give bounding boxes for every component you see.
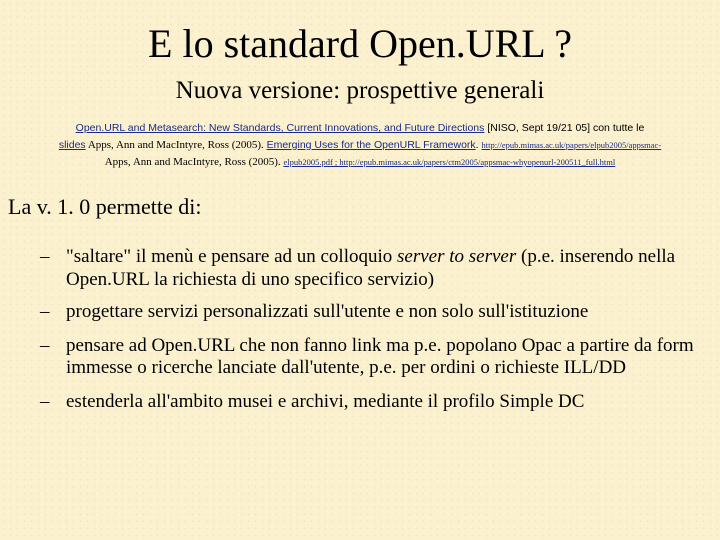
niso-date-text: [NISO, Sept 19/21 05] con tutte le — [484, 122, 645, 134]
references-block — [24, 120, 696, 171]
slide-title: E lo standard Open.URL ? — [148, 21, 572, 66]
dash-bullet: – — [40, 334, 50, 356]
dash-bullet: – — [40, 390, 50, 412]
ref-authors-text-2: Apps, Ann and MacIntyre, Ross (2005). — [104, 156, 284, 168]
elpub-url-link[interactable]: http://epub.mimas.ac.uk/papers/elpub2005/appsmac- — [481, 140, 662, 150]
list-item-text: estenderla all'ambito musei e archivi, mediante il profilo Simple DC — [66, 390, 585, 412]
niso-link[interactable]: Open.URL and Metasearch: New Standards, Current Innovations, and Future Directions — [75, 122, 485, 134]
list-item — [0, 335, 700, 380]
list-item-text: (p.e. inserendo nella Open.URL la richiesta di uno specifico servizio) — [66, 246, 676, 290]
bullet-list — [0, 246, 700, 423]
list-item — [0, 246, 700, 291]
ctm-url-link[interactable]: elpub2005.pdf ; http://epub.mimas.ac.uk/papers/ctm2005/appsmac-whyopenurl-200511_full.html — [283, 157, 616, 167]
ref-authors-text: Apps, Ann and MacIntyre, Ross (2005). — [85, 139, 267, 151]
list-item-emphasis: server to server — [397, 246, 517, 267]
slide-subtitle: Nuova versione: prospettive generali — [175, 77, 545, 104]
list-item-text: pensare ad Open.URL che non fanno link ma p.e. popolano Opac a partire da form immesse o ricerche lanciate dall'utente, p.e. per ordini o richieste ILL/DD — [66, 334, 694, 378]
emerging-uses-link[interactable]: Emerging Uses for the OpenURL Framework — [266, 139, 476, 151]
list-item — [0, 391, 700, 414]
list-item — [0, 301, 700, 324]
dash-bullet: – — [40, 246, 50, 267]
slides-link[interactable]: slides — [58, 139, 86, 151]
lead-text: La v. 1. 0 permette di: — [8, 194, 202, 219]
list-item-text: progettare servizi personalizzati sull'utente e non solo sull'istituzione — [66, 301, 589, 322]
dash-bullet: – — [40, 301, 50, 322]
list-item-text: "saltare" il menù e pensare ad un colloquio — [66, 246, 398, 267]
ref-separator: . — [475, 139, 482, 151]
